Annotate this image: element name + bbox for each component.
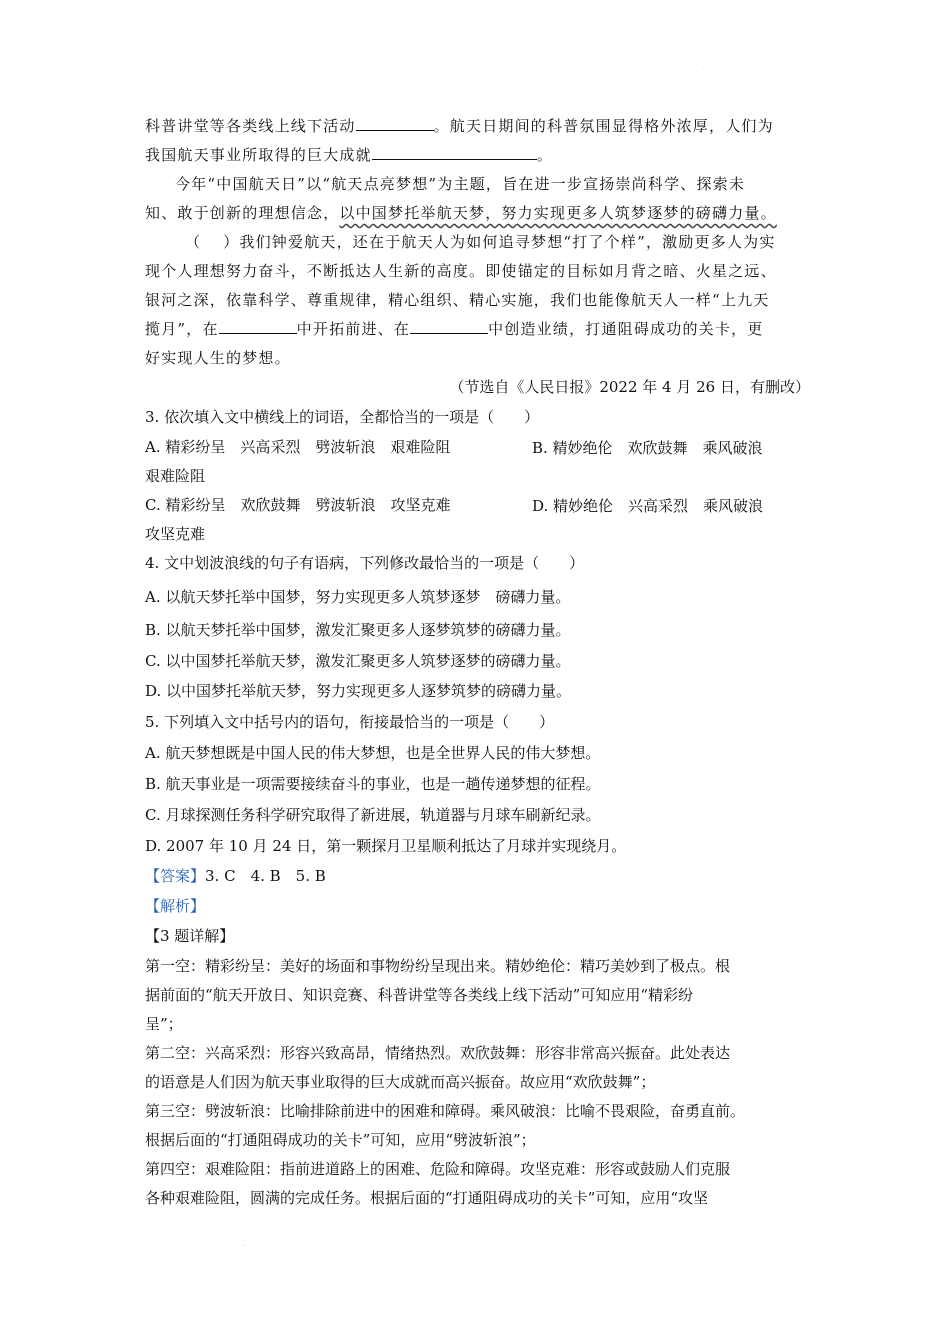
question-3-stem: 3. 依次填入文中横线上的词语，全都恰当的一项是（ ） [145,408,540,426]
answer-line [145,866,326,886]
passage-text: ）我们钟爱航天，还在于航天人为如何追寻梦想“打了个样”，激励更多人为实 [223,233,776,251]
explanation-line: 第三空：劈波斩浪：比喻排除前进中的困难和障碍。乘风破浪：比喻不畏艰险，奋勇直前。 [145,1102,746,1120]
passage-text: 科普讲堂等各类线上线下活动 [145,117,356,135]
q3-option-a: A. 精彩纷呈 兴高采烈 劈波斩浪 艰难险阻 [145,438,451,456]
scan-dot: · [703,66,705,73]
q3-option-b: B. 精妙绝伦 欢欣鼓舞 乘风破浪 [532,439,763,457]
q5-option-d: D. 2007 年 10 月 24 日，第一颗探月卫星顺利抵达了月球并实现绕月。 [145,837,627,855]
q4-option-b: B. 以航天梦托举中国梦，激发汇聚更多人逐梦筑梦的磅礴力量。 [145,621,571,639]
passage-text: 银河之深，依靠科学、尊重规律，精心组织、精心实施，我们也能像航天人一样“上九天 [145,291,770,309]
passage-text: 。航天日期间的科普氛围显得格外浓厚，人们为 [433,117,774,135]
passage-line-1 [145,116,774,136]
explanation-line: 的语意是人们因为航天事业取得的巨大成就而高兴振奋。故应用“欢欣鼓舞”； [145,1073,656,1091]
detail-title: 【3 题详解】 [145,927,235,945]
passage-line-9 [145,348,291,368]
q5-option-a: A. 航天梦想既是中国人民的伟大梦想，也是全世界人民的伟大梦想。 [145,744,601,762]
fill-blank-3 [219,319,297,334]
explanation-line: 根据后面的“打通阻碍成功的关卡”可知，应用“劈波斩浪”； [145,1131,536,1149]
q5-option-c: C. 月球探测任务科学研究取得了新进展，轨道器与月球车刷新纪录。 [145,806,601,824]
q5-option-b: B. 航天事业是一项需要接续奋斗的事业，也是一趟传递梦想的征程。 [145,775,601,793]
fill-blank-1 [356,116,434,131]
passage-line-6 [145,261,777,281]
fill-blank-4 [410,319,488,334]
explanation-line: 呈”； [145,1015,183,1033]
source-citation: （节选自《人民日报》2022 年 4 月 26 日，有删改） [449,378,810,396]
wavy-underlined-sentence: 以中国梦托举航天梦，努力实现更多人筑梦逐梦的磅礴力量。 [339,204,777,222]
passage-text: 我国航天事业所取得的巨大成就 [145,146,372,164]
answer-text: 3. C 4. B 5. B [205,867,326,885]
passage-text: 知、敢于创新的理想信念， [145,204,340,222]
passage-text: 中创造业绩，打通阻碍成功的关卡，更 [488,320,764,338]
scan-dot: · [242,1243,244,1250]
passage-text: 现个人理想努力奋斗，不断抵达人生新的高度。即使锚定的目标如月背之暗、火星之远、 [145,262,777,280]
question-4-stem: 4. 文中划波浪线的句子有语病，下列修改最恰当的一项是（ ） [145,554,585,572]
q4-option-c: C. 以中国梦托举航天梦，激发汇聚更多人筑梦逐梦的磅礴力量。 [145,652,571,670]
question-5-stem: 5. 下列填入文中括号内的语句，衔接最恰当的一项是（ ） [145,713,555,731]
q3-option-c: C. 精彩纷呈 欢欣鼓舞 劈波斩浪 攻坚克难 [145,496,451,514]
bracket-open: （ [185,233,202,251]
passage-line-7 [145,290,769,310]
q4-option-d: D. 以中国梦托举航天梦，努力实现更多人逐梦筑梦的磅礴力量。 [145,682,572,700]
passage-line-3 [175,174,745,194]
analysis-tag: 【解析】 [145,897,206,915]
explanation-line: 第一空：精彩纷呈：美好的场面和事物纷纷呈现出来。精妙绝伦：精巧美妙到了极点。根 [145,957,731,975]
explanation-line: 据前面的“航天开放日、知识竞赛、科普讲堂等各类线上线下活动”可知应用“精彩纷 [145,986,694,1004]
passage-line-5 [185,232,776,252]
explanation-line: 第二空：兴高采烈：形容兴致高昂，情绪热烈。欢欣鼓舞：形容非常高兴振奋。此处表达 [145,1044,731,1062]
q4-option-a: A. 以航天梦托举中国梦，努力实现更多人筑梦逐梦 磅礴力量。 [145,588,571,606]
passage-text: 好实现人生的梦想。 [145,349,291,367]
explanation-line: 第四空：艰难险阻：指前进道路上的困难、危险和障碍。攻坚克难：形容或鼓励人们克服 [145,1160,731,1178]
passage-text: 揽月”，在 [145,320,219,338]
passage-text: 中开拓前进、在 [296,320,411,338]
explanation-line: 各种艰难险阻，圆满的完成任务。根据后面的“打通阻碍成功的关卡”可知，应用“攻坚 [145,1189,709,1207]
passage-line-8 [145,319,763,339]
q3-option-d-wrap: 攻坚克难 [145,525,206,543]
q3-option-d: D. 精妙绝伦 兴高采烈 乘风破浪 [532,497,764,515]
q3-option-b-wrap: 艰难险阻 [145,467,206,485]
answer-tag: 【答案】 [145,867,206,885]
passage-line-4 [145,203,777,223]
passage-line-2 [145,145,553,165]
fill-blank-2 [372,145,537,160]
passage-text: 。 [536,146,554,164]
passage-text: 今年“中国航天日”以“航天点亮梦想”为主题，旨在进一步宣扬崇尚科学、探索未 [175,175,746,193]
